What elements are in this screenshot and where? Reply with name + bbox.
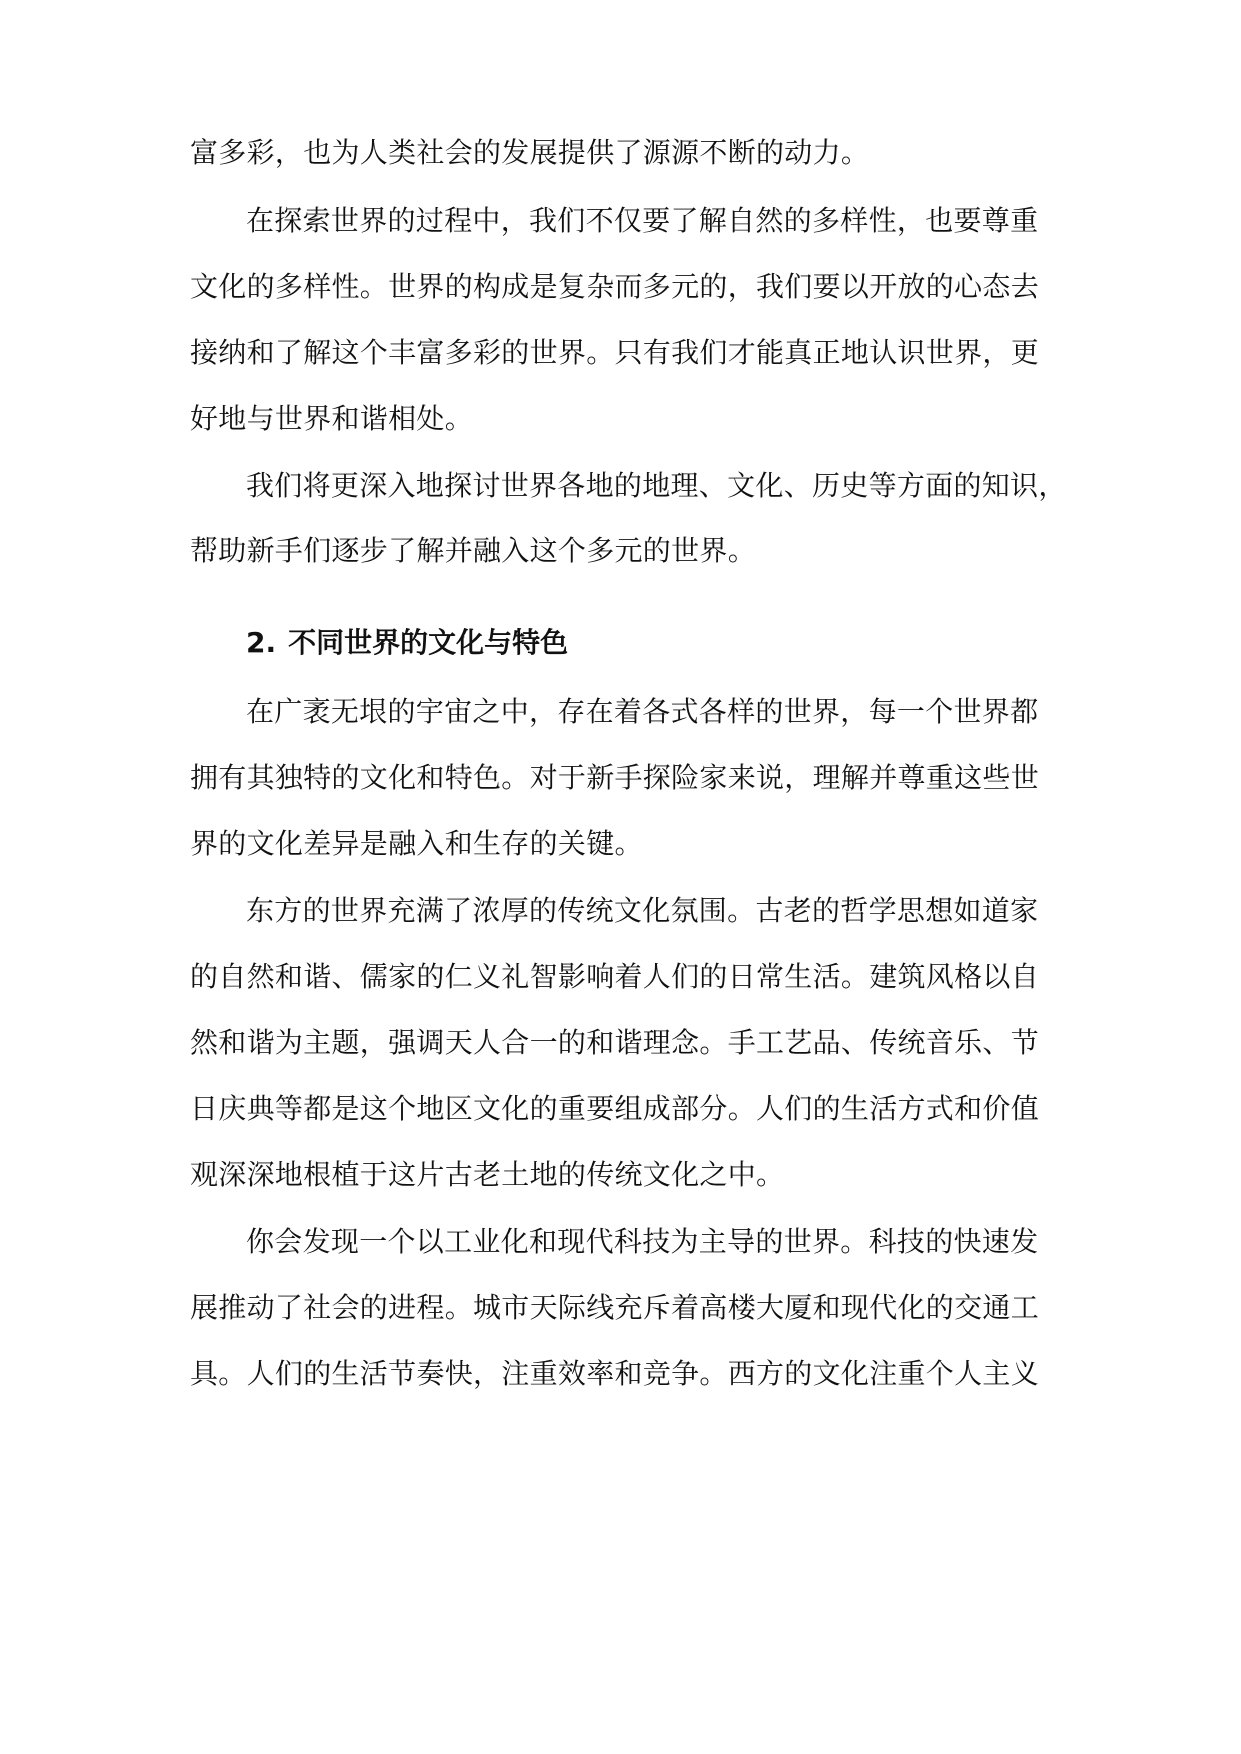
paragraph-line: 在探索世界的过程中，我们不仅要了解自然的多样性，也要尊重 [246,204,1039,237]
paragraph-line: 东方的世界充满了浓厚的传统文化氛围。古老的哲学思想如道家 [246,894,1039,927]
paragraph-line: 文化的多样性。世界的构成是复杂而多元的，我们要以开放的心态去 [190,270,1040,303]
paragraph-line: 接纳和了解这个丰富多彩的世界。只有我们才能真正地认识世界，更 [190,336,1040,369]
section-title: 不同世界的文化与特色 [288,626,569,659]
paragraph-line: 在广袤无垠的宇宙之中，存在着各式各样的世界，每一个世界都 [246,695,1039,728]
paragraph-line: 我们将更深入地探讨世界各地的地理、文化、历史等方面的知识， [246,469,1067,502]
paragraph-line: 帮助新手们逐步了解并融入这个多元的世界。 [190,534,757,567]
paragraph-line: 好地与世界和谐相处。 [190,402,474,435]
paragraph-line: 的自然和谐、儒家的仁义礼智影响着人们的日常生活。建筑风格以自 [190,960,1040,993]
paragraph-line: 界的文化差异是融入和生存的关键。 [190,827,643,860]
paragraph-line: 展推动了社会的进程。城市天际线充斥着高楼大厦和现代化的交通工 [190,1291,1040,1324]
section-number: 2. [246,626,277,659]
paragraph-line: 具。人们的生活节奏快，注重效率和竞争。西方的文化注重个人主义 [190,1357,1040,1390]
paragraph-line: 观深深地根植于这片古老土地的传统文化之中。 [190,1158,785,1191]
paragraph-line: 然和谐为主题，强调天人合一的和谐理念。手工艺品、传统音乐、节 [190,1026,1040,1059]
section-heading [246,624,568,662]
paragraph-line: 你会发现一个以工业化和现代科技为主导的世界。科技的快速发 [246,1225,1039,1258]
paragraph-line: 富多彩，也为人类社会的发展提供了源源不断的动力。 [190,136,870,169]
paragraph-line: 日庆典等都是这个地区文化的重要组成部分。人们的生活方式和价值 [190,1092,1040,1125]
paragraph-line: 拥有其独特的文化和特色。对于新手探险家来说，理解并尊重这些世 [190,761,1040,794]
